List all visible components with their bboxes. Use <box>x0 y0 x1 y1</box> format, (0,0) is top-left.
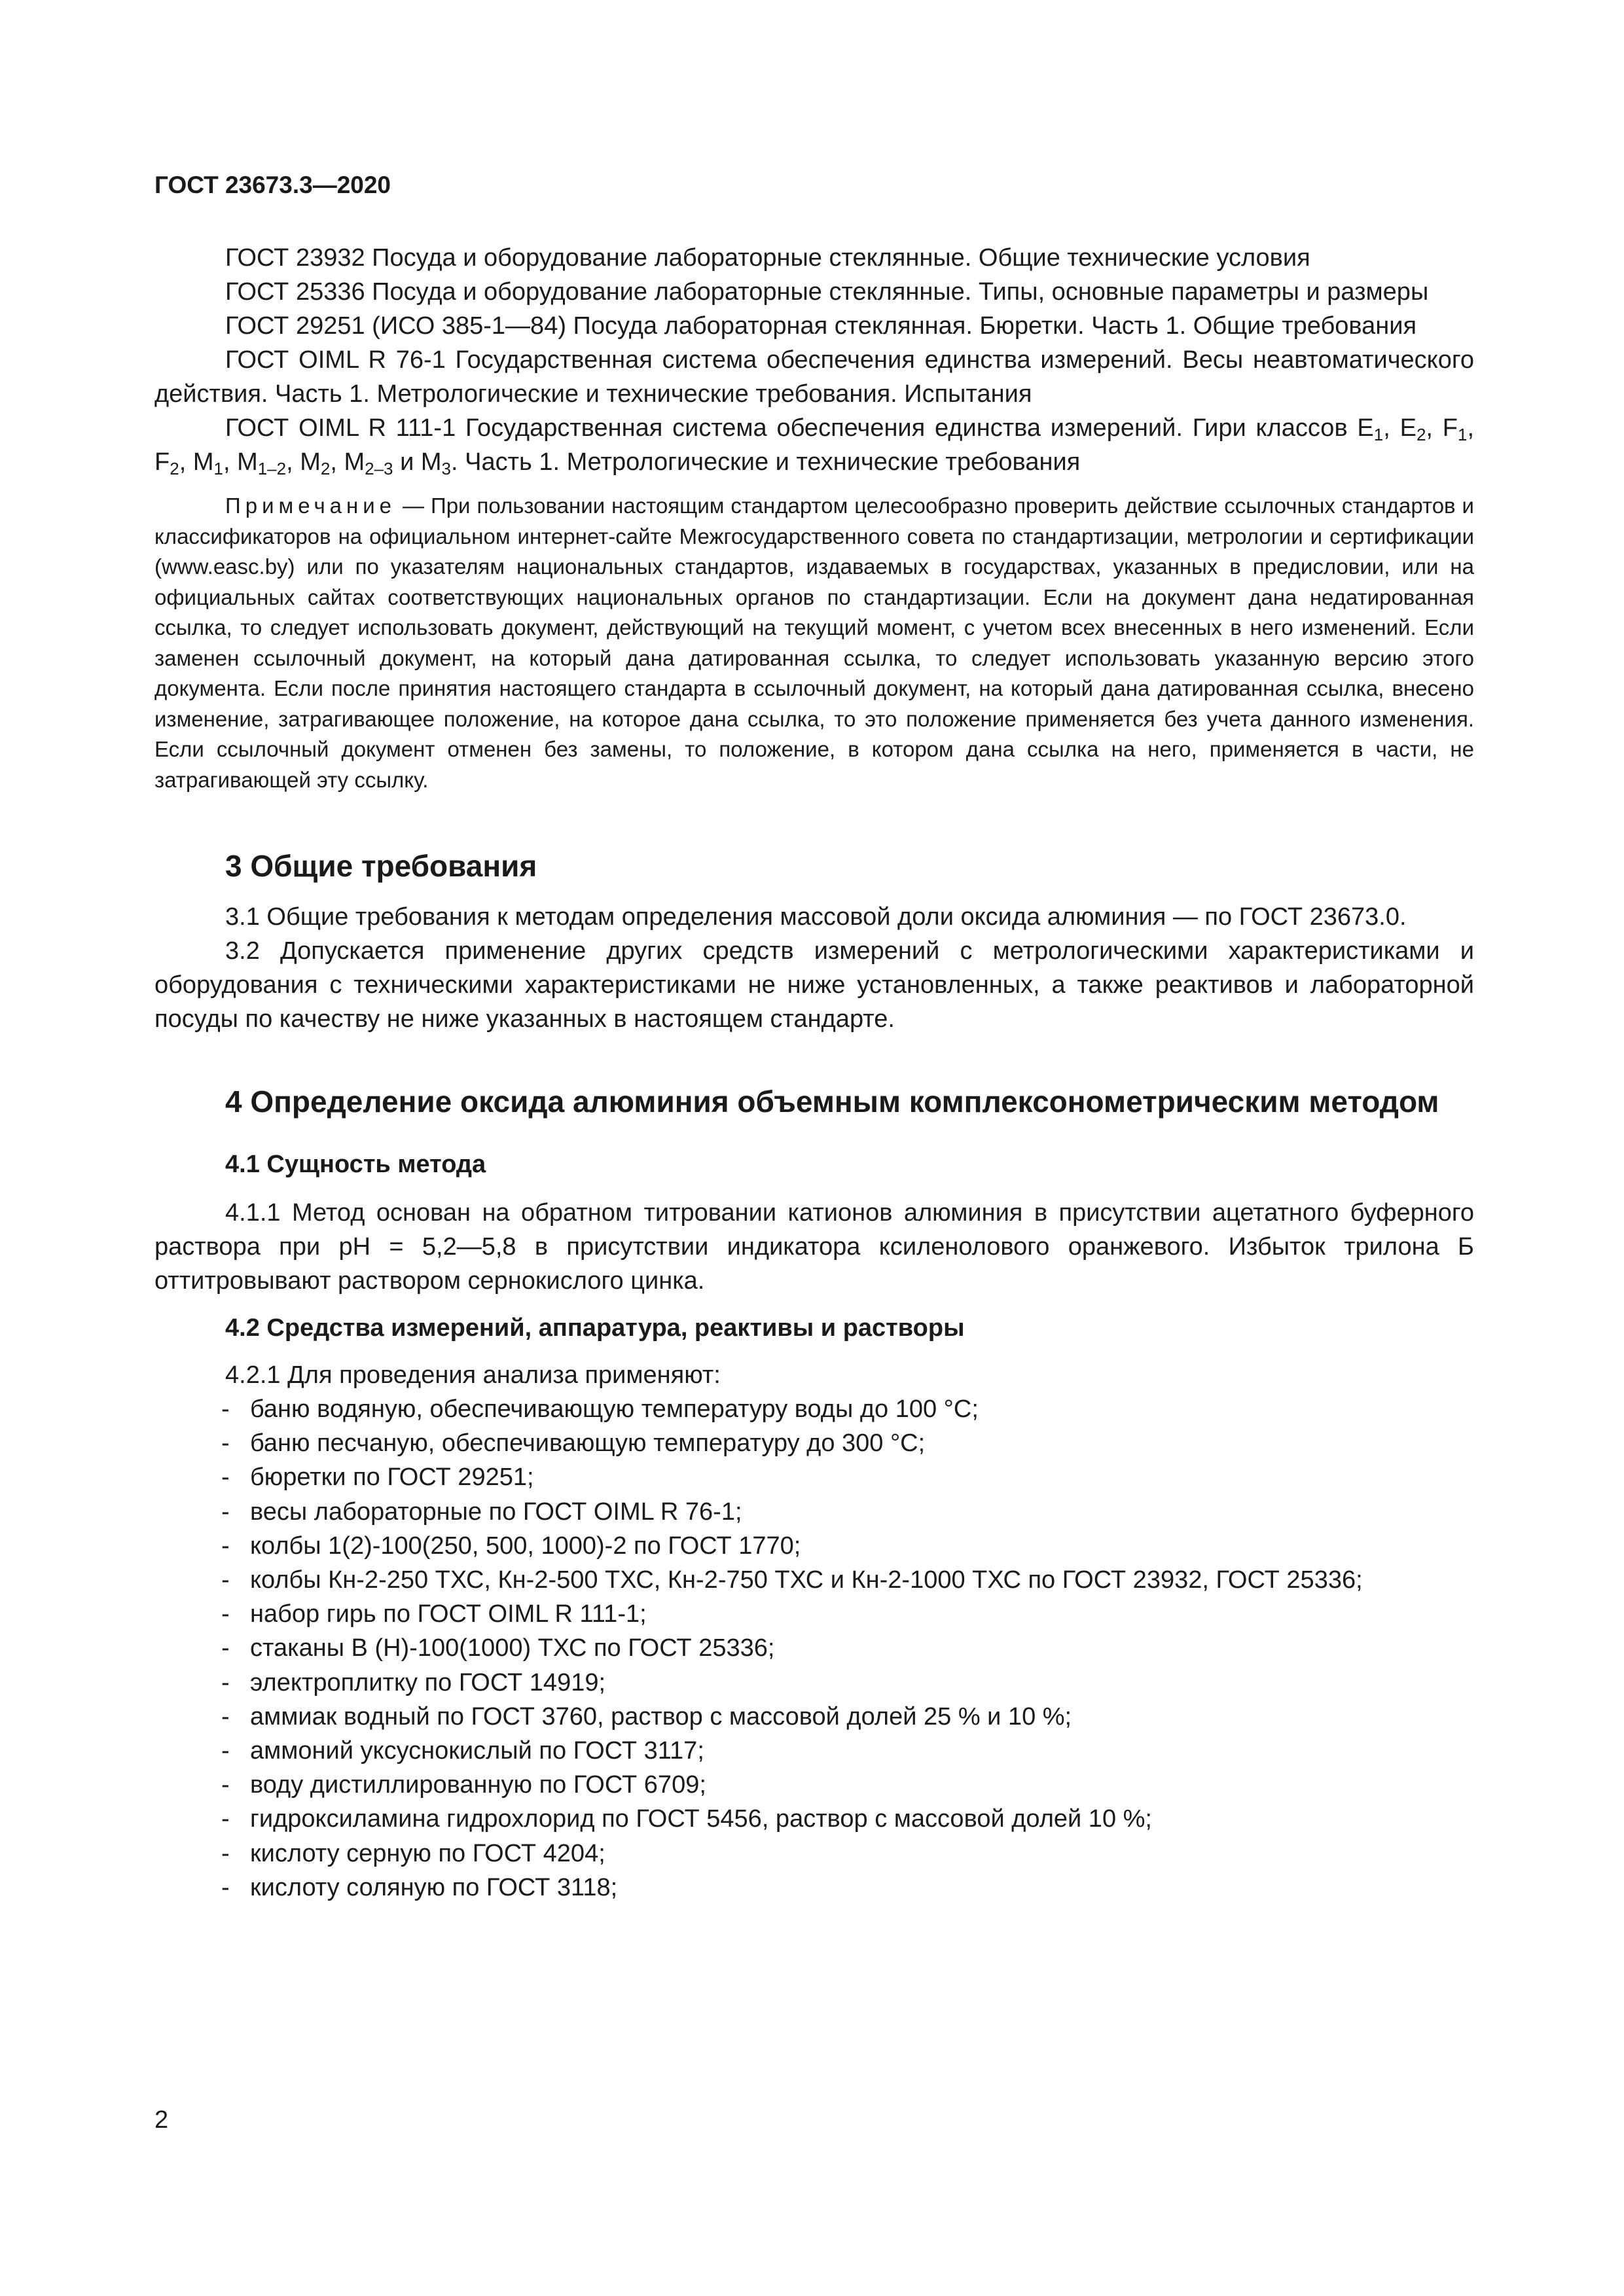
reference-gost-oiml-r111 <box>154 411 1474 479</box>
subscript: 2 <box>1416 425 1426 444</box>
class-letter: F <box>1442 414 1458 442</box>
subscript: 2 <box>170 459 179 478</box>
list-item <box>154 1495 1474 1529</box>
list-dash: - <box>221 1873 230 1901</box>
list-item-text: колбы 1(2)-100(250, 500, 1000)-2 по ГОСТ 1770; <box>250 1532 801 1560</box>
list-dash: - <box>221 1429 230 1458</box>
subscript: 2–3 <box>365 459 393 478</box>
subscript: 2 <box>320 459 331 478</box>
sep: , <box>1426 414 1443 442</box>
list-item <box>154 1529 1474 1563</box>
sep: и <box>393 448 421 476</box>
list-item <box>154 1460 1474 1494</box>
list-item-text: бюретки по ГОСТ 29251; <box>250 1463 534 1492</box>
list-dash: - <box>221 1498 230 1526</box>
reference-gost-25336: ГОСТ 25336 Посуда и оборудование лабораторные стеклянные. Типы, основные параметры и размеры <box>225 278 1429 306</box>
list-dash: - <box>221 1805 230 1833</box>
sep: , <box>286 448 300 476</box>
list-dash: - <box>221 1634 230 1662</box>
list-item <box>154 1631 1474 1665</box>
list-item-text: аммиак водный по ГОСТ 3760, раствор с массовой долей 25 % и 10 %; <box>250 1702 1072 1731</box>
list-dash: - <box>221 1463 230 1492</box>
note-paragraph <box>154 491 1474 795</box>
ref-tail: . Часть 1. Метрологические и технические требования <box>451 448 1081 476</box>
list-item-text: баню песчаную, обеспечивающую температуру до 300 °С; <box>250 1429 926 1458</box>
subscript: 3 <box>441 459 451 478</box>
list-dash: - <box>221 1737 230 1765</box>
list-item <box>154 1871 1474 1905</box>
list-item <box>154 1700 1474 1734</box>
reference-gost-23932: ГОСТ 23932 Посуда и оборудование лабораторные стеклянные. Общие технические условия <box>225 244 1310 272</box>
list-item-text: кислоту соляную по ГОСТ 3118; <box>250 1873 618 1901</box>
note-text: — При пользовании настоящим стандартом целесообразно проверить действие ссылочных стандартов и классификаторов на официальном интернет-сайте Межгосударственного совета по стандартизации, метрологии и сертификации (www.easc.by) или по указателям национальных стандартов, издаваемых в государствах, указанных в предисловии, или на официальных сайтах соответствующих национальных органов по стандартизации. Если на документ дана недатированная ссылка, то следует использовать документ, действующий на текущий момент, с учетом всех внесенных в него изменений. Если заменен ссылочный документ, на который дана датированная ссылка, то следует использовать указанную версию этого документа. Если после принятия настоящего стандарта в ссылочный документ, на который дана датированная ссылка, внесено изменение, затрагивающее положение, на которое дана ссылка, то это положение применяется без учета данного изменения. Если ссылочный документ отменен без замены, то положение, в котором дана ссылка на него, применяется в части, не затрагивающей эту ссылку. <box>154 493 1474 792</box>
sep: , <box>1383 414 1400 442</box>
list-item <box>154 1666 1474 1700</box>
subsection-4-1-title: 4.1 Сущность метода <box>225 1151 486 1178</box>
list-dash: - <box>221 1566 230 1594</box>
clause-3-1: 3.1 Общие требования к методам определения массовой доли оксида алюминия — по ГОСТ 23673.0. <box>225 903 1407 931</box>
list-item-text: баню водяную, обеспечивающую температуру воды до 100 °С; <box>250 1395 979 1423</box>
sep: , <box>330 448 344 476</box>
list-dash: - <box>221 1839 230 1867</box>
list-item <box>154 1837 1474 1871</box>
list-item <box>154 1734 1474 1768</box>
reference-gost-oiml-r76: ГОСТ OIML R 76-1 Государственная система обеспечения единства измерений. Весы неавтоматического действия. Часть 1. Метрологические и технические требования. Испытания <box>154 346 1474 408</box>
list-item <box>154 1768 1474 1802</box>
list-item-text: стаканы В (Н)-100(1000) ТХС по ГОСТ 25336; <box>250 1634 775 1662</box>
list-item <box>154 1563 1474 1597</box>
ref-text: ГОСТ OIML R 111-1 Государственная система обеспечения единства измерений. Гири классов E <box>225 414 1374 442</box>
class-letter: E <box>1399 414 1416 442</box>
list-item-text: аммоний уксуснокислый по ГОСТ 3117; <box>250 1737 704 1765</box>
list-item-text: кислоту серную по ГОСТ 4204; <box>250 1839 605 1867</box>
list-item-text: воду дистиллированную по ГОСТ 6709; <box>250 1771 706 1799</box>
subscript: 1–2 <box>257 459 287 478</box>
equipment-list <box>154 1392 1474 1905</box>
list-item-text: электроплитку по ГОСТ 14919; <box>250 1668 606 1696</box>
subscript: 1 <box>1373 425 1384 444</box>
list-item <box>154 1597 1474 1631</box>
list-item-text: колбы Кн-2-250 ТХС, Кн-2-500 ТХС, Кн-2-750 ТХС и Кн-2-1000 ТХС по ГОСТ 23932, ГОСТ 25336; <box>250 1566 1363 1594</box>
list-dash: - <box>221 1532 230 1560</box>
reference-gost-29251: ГОСТ 29251 (ИСО 385-1—84) Посуда лабораторная стеклянная. Бюретки. Часть 1. Общие требования <box>225 312 1417 340</box>
list-item <box>154 1426 1474 1460</box>
list-item <box>154 1392 1474 1426</box>
page-content <box>154 241 1474 1905</box>
list-dash: - <box>221 1395 230 1423</box>
list-item-text: гидроксиламина гидрохлорид по ГОСТ 5456, раствор с массовой долей 10 %; <box>250 1805 1152 1833</box>
class-letter: M <box>300 448 321 476</box>
clause-3-2: 3.2 Допускается применение других средств измерений с метрологическими характеристиками и оборудования с техническими характеристиками не ниже установленных, а также реактивов и лабораторной посуды по качеству не ниже указанных в настоящем стандарте. <box>154 937 1474 1033</box>
class-letter: M <box>192 448 214 476</box>
list-item-text: набор гирь по ГОСТ OIML R 111-1; <box>250 1600 647 1628</box>
class-letter: M <box>420 448 442 476</box>
section-3-title: 3 Общие требования <box>225 849 537 883</box>
document-header: ГОСТ 23673.3—2020 <box>154 171 391 198</box>
subsection-4-2-title: 4.2 Средства измерений, аппаратура, реактивы и растворы <box>225 1314 965 1342</box>
sep: , <box>179 448 193 476</box>
subscript: 1 <box>213 459 223 478</box>
list-dash: - <box>221 1668 230 1696</box>
list-dash: - <box>221 1771 230 1799</box>
sep: , <box>1467 414 1474 442</box>
list-item <box>154 1802 1474 1836</box>
subscript: 1 <box>1457 425 1468 444</box>
list-dash: - <box>221 1702 230 1731</box>
page-number: 2 <box>154 2106 169 2134</box>
section-4-title: 4 Определение оксида алюминия объемным комплексонометрическим методом <box>225 1085 1439 1119</box>
class-letter: M <box>237 448 258 476</box>
clause-4-2-1: 4.2.1 Для проведения анализа применяют: <box>225 1361 721 1389</box>
class-letter: M <box>344 448 365 476</box>
list-dash: - <box>221 1600 230 1628</box>
clause-4-1-1: 4.1.1 Метод основан на обратном титровании катионов алюминия в присутствии ацетатного буферного раствора при pH = 5,2—5,8 в присутствии индикатора ксиленолового оранжевого. Избыток трилона Б оттитровывают раствором сернокислого цинка. <box>154 1199 1474 1295</box>
note-label: Примечание <box>225 493 397 518</box>
list-item-text: весы лабораторные по ГОСТ OIML R 76-1; <box>250 1498 742 1526</box>
sep: , <box>223 448 238 476</box>
class-letter: F <box>154 448 170 476</box>
